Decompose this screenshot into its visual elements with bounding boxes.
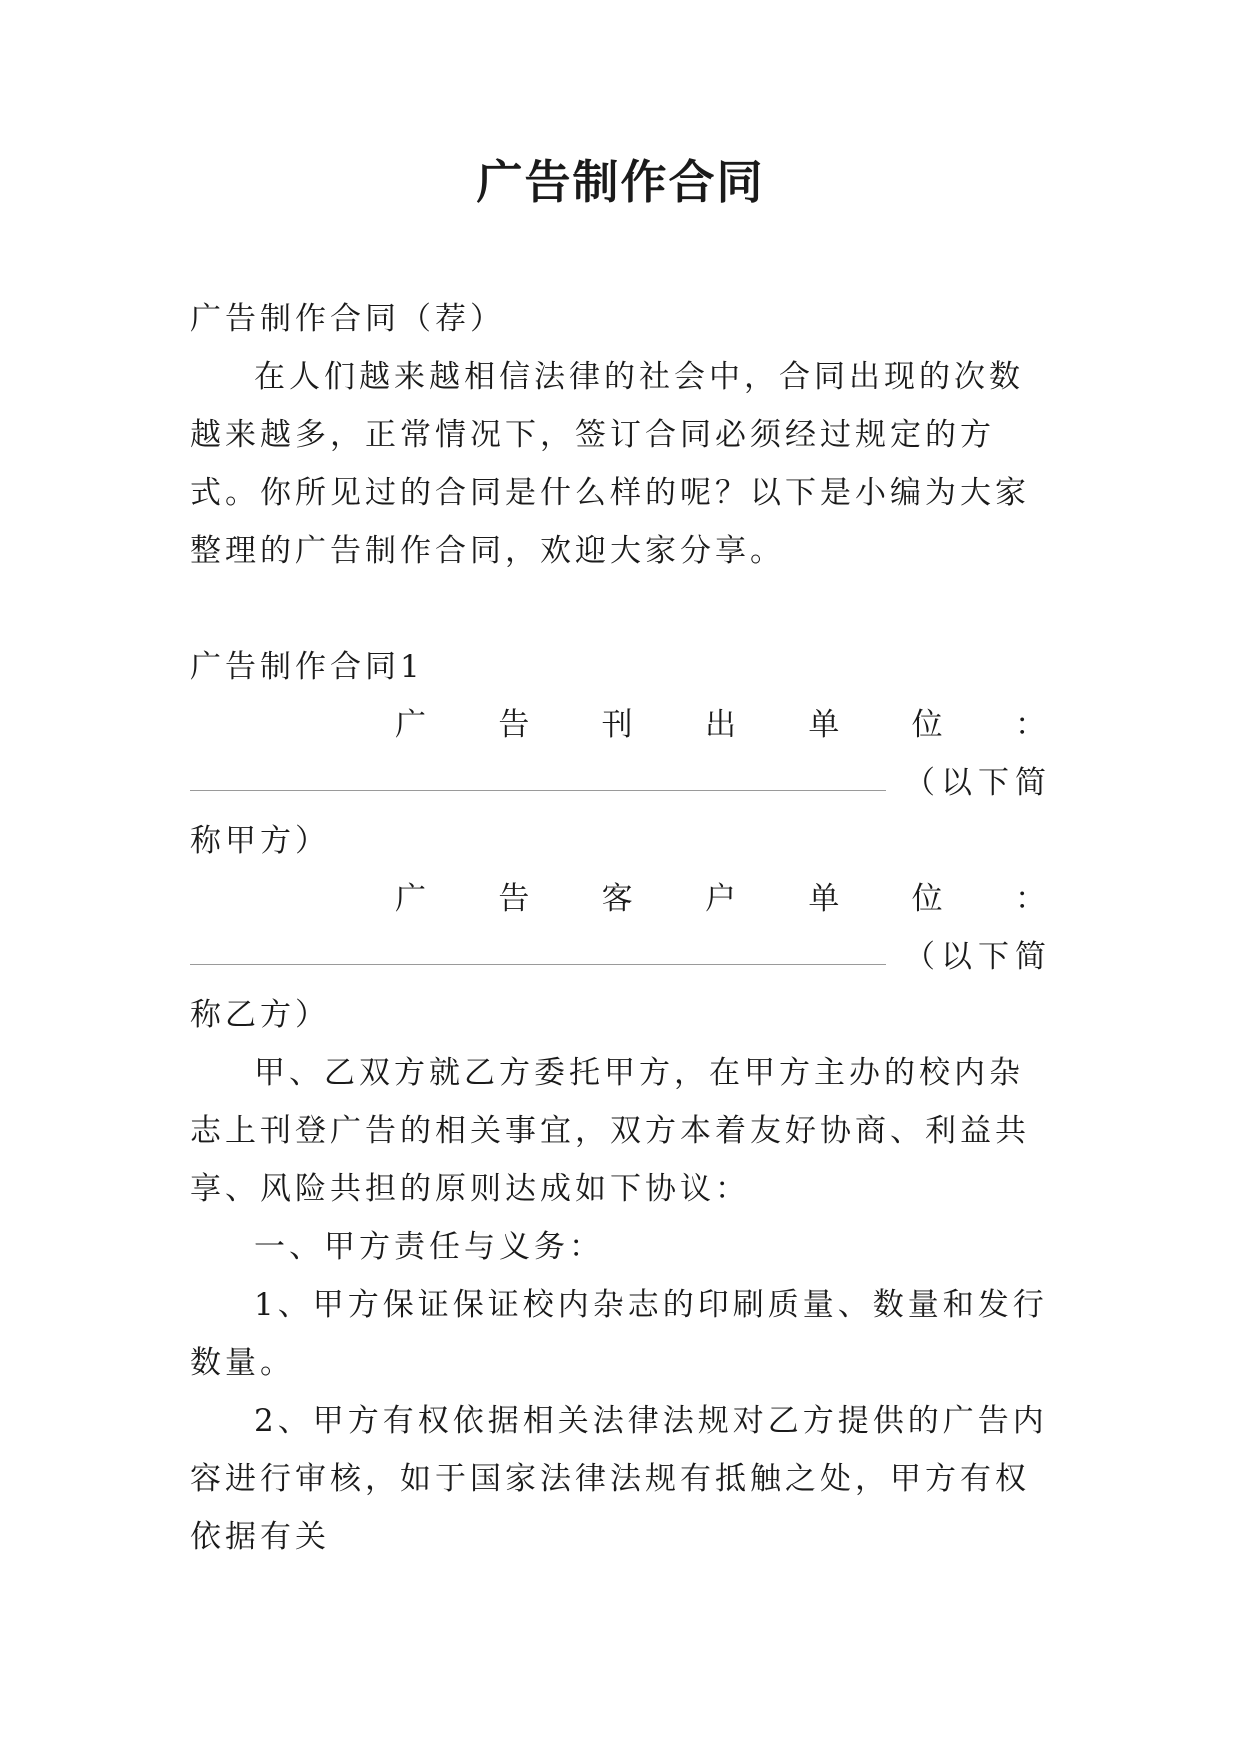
party-b-continuation: 称乙方） [190,997,330,1033]
party-a-continuation: 称甲方） [190,823,330,859]
party-b-fill-line [190,928,1050,986]
section-heading: 广告制作合同1 [190,649,424,685]
preamble-paragraph: 甲、乙双方就乙方委托甲方，在甲方主办的校内杂志上刊登广告的相关事宜，双方本着友好协商、利益共享、风险共担的原则达成如下协议： [190,1055,1030,1207]
party-b-blank [190,964,886,965]
party-a-suffix: （以下简 [904,765,1050,801]
party-b-suffix: （以下简 [904,939,1050,975]
party-a-blank [190,790,886,791]
party-b-label: 广 告 客 户 单 位 ： [395,881,1050,917]
intro-paragraph: 在人们越来越相信法律的社会中，合同出现的次数越来越多，正常情况下，签订合同必须经过规定的方式。你所见过的合同是什么样的呢？以下是小编为大家整理的广告制作合同，欢迎大家分享。 [190,359,1030,569]
document-body [190,290,1050,1566]
clause-item-2: 2、甲方有权依据相关法律法规对乙方提供的广告内容进行审核，如于国家法律法规有抵触之处，甲方有权依据有关 [190,1403,1048,1555]
subtitle-line: 广告制作合同（荐） [190,301,505,337]
document-title: 广告制作合同 [476,155,765,209]
paragraph-spacer [190,580,1050,638]
party-a-label: 广 告 刊 出 单 位 ： [395,707,1050,743]
party-a-fill-line [190,754,1050,812]
clause-heading: 一、甲方责任与义务： [254,1229,604,1265]
clause-item-1: 1、甲方保证保证校内杂志的印刷质量、数量和发行数量。 [190,1287,1048,1381]
